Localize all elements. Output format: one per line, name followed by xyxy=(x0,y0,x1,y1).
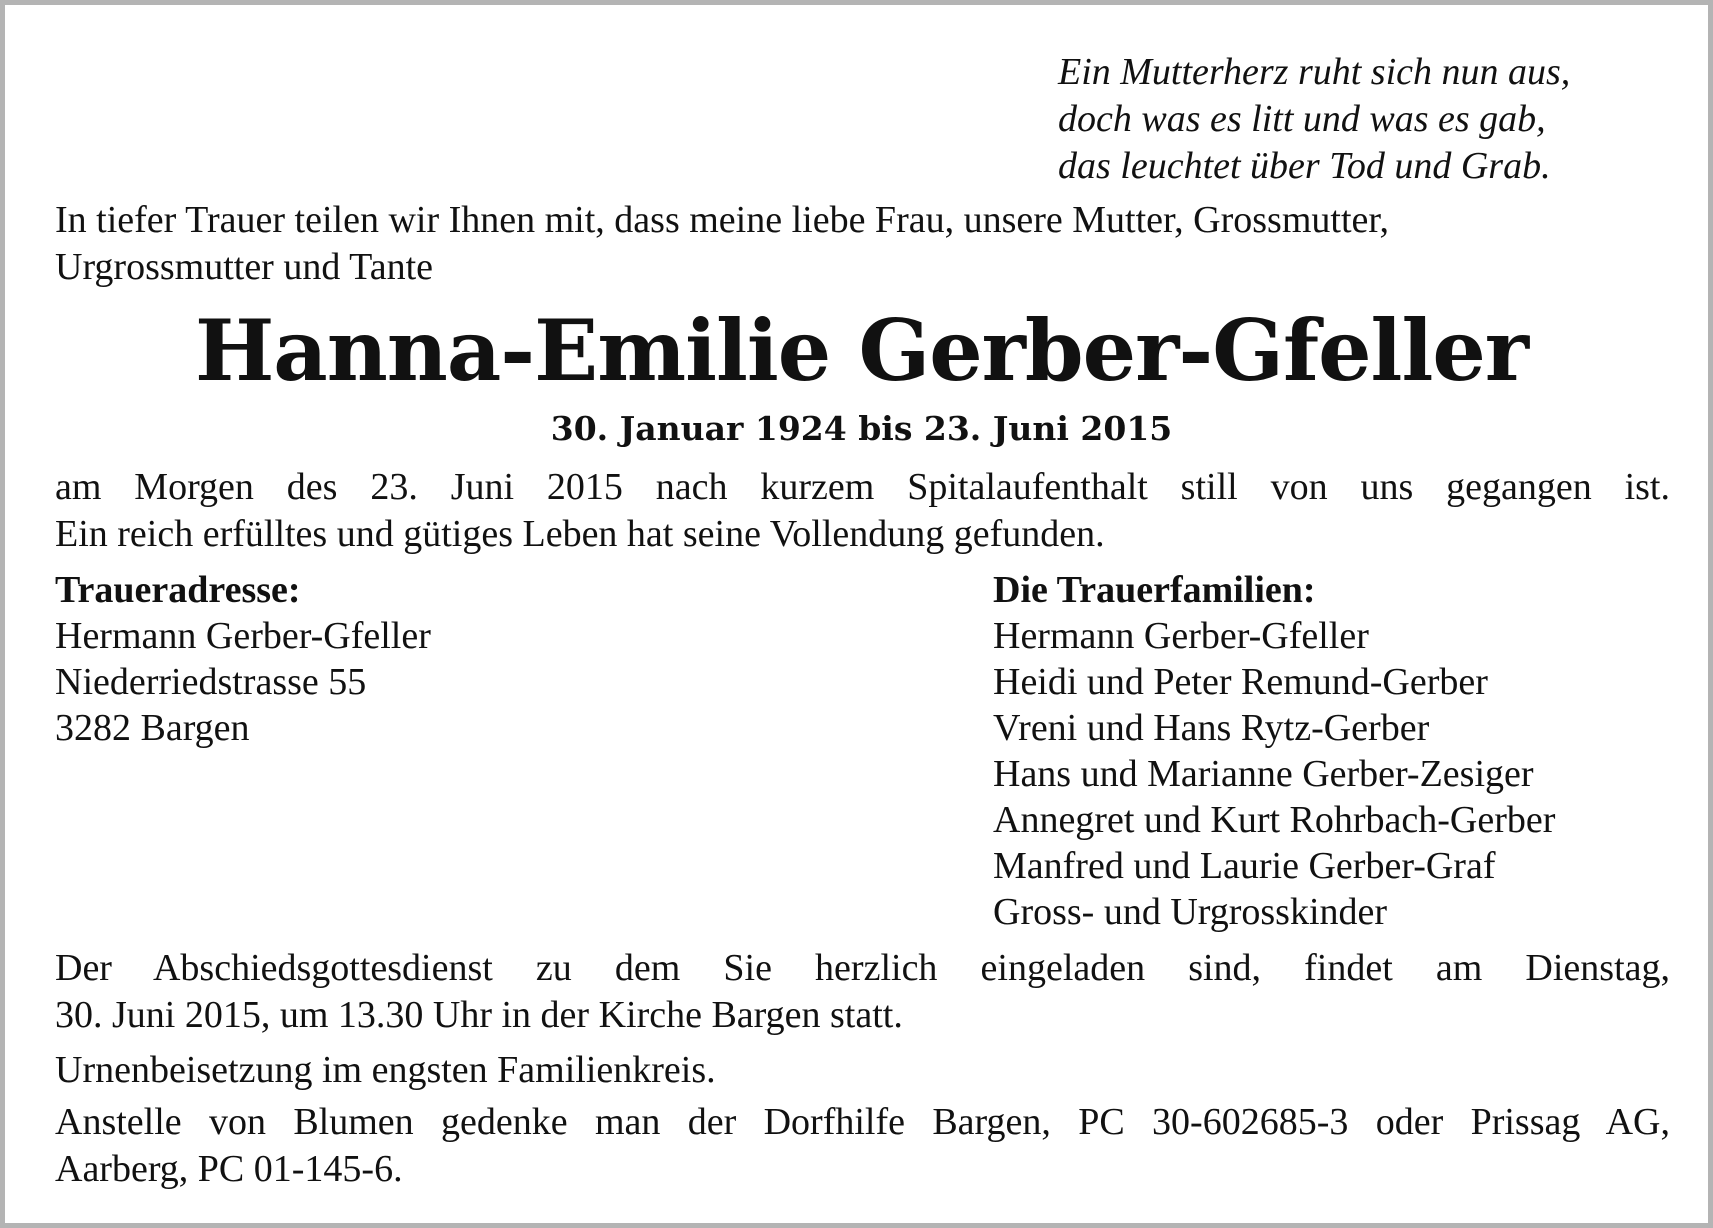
donation-line: Aarberg, PC 01-145-6. xyxy=(55,1148,403,1190)
passing-text xyxy=(55,464,1670,558)
funeral-service-text xyxy=(55,945,1670,1039)
donation-line: Anstelle von Blumen gedenke man der Dorfhilfe Bargen, PC 30-602685-3 oder Prissag AG, xyxy=(55,1101,1670,1143)
poem-verse xyxy=(1058,49,1570,190)
mourning-address xyxy=(55,567,431,751)
life-dates: 30. Januar 1924 bis 23. Juni 2015 xyxy=(550,409,1173,448)
family-line: Gross- und Urgrosskinder xyxy=(993,891,1388,933)
poem-line: das leuchtet über Tod und Grab. xyxy=(1058,145,1551,187)
family-line: Hermann Gerber-Gfeller xyxy=(993,615,1369,657)
intro-text xyxy=(55,197,1670,291)
family-line: Vreni und Hans Rytz-Gerber xyxy=(993,707,1430,749)
mourning-families xyxy=(993,567,1555,935)
mourning-address-heading: Traueradresse: xyxy=(55,569,301,611)
mourning-families-heading: Die Trauerfamilien: xyxy=(993,569,1316,611)
address-line: Niederriedstrasse 55 xyxy=(55,661,367,703)
intro-line: In tiefer Trauer teilen wir Ihnen mit, dass meine liebe Frau, unsere Mutter, Grossmutter, xyxy=(55,199,1390,241)
address-line: Hermann Gerber-Gfeller xyxy=(55,615,431,657)
passing-line: am Morgen des 23. Juni 2015 nach kurzem Spitalaufenthalt still von uns gegangen ist. xyxy=(55,466,1670,508)
family-line: Manfred und Laurie Gerber-Graf xyxy=(993,845,1496,887)
poem-line: doch was es litt und was es gab, xyxy=(1058,98,1546,140)
passing-line: Ein reich erfülltes und gütiges Leben hat seine Vollendung gefunden. xyxy=(55,513,1105,555)
poem-line: Ein Mutterherz ruht sich nun aus, xyxy=(1058,51,1571,93)
donation-note xyxy=(55,1099,1670,1193)
service-line: 30. Juni 2015, um 13.30 Uhr in der Kirche Bargen statt. xyxy=(55,994,903,1036)
burial-note: Urnenbeisetzung im engsten Familienkreis. xyxy=(55,1049,716,1091)
family-line: Hans und Marianne Gerber-Zesiger xyxy=(993,753,1534,795)
family-line: Heidi und Peter Remund-Gerber xyxy=(993,661,1488,703)
deceased-name: Hanna-Emilie Gerber-Gfeller xyxy=(194,301,1529,400)
intro-line: Urgrossmutter und Tante xyxy=(55,246,433,288)
address-line: 3282 Bargen xyxy=(55,707,250,749)
service-line: Der Abschiedsgottesdienst zu dem Sie herzlich eingeladen sind, findet am Dienstag, xyxy=(55,947,1670,989)
family-line: Annegret und Kurt Rohrbach-Gerber xyxy=(993,799,1556,841)
